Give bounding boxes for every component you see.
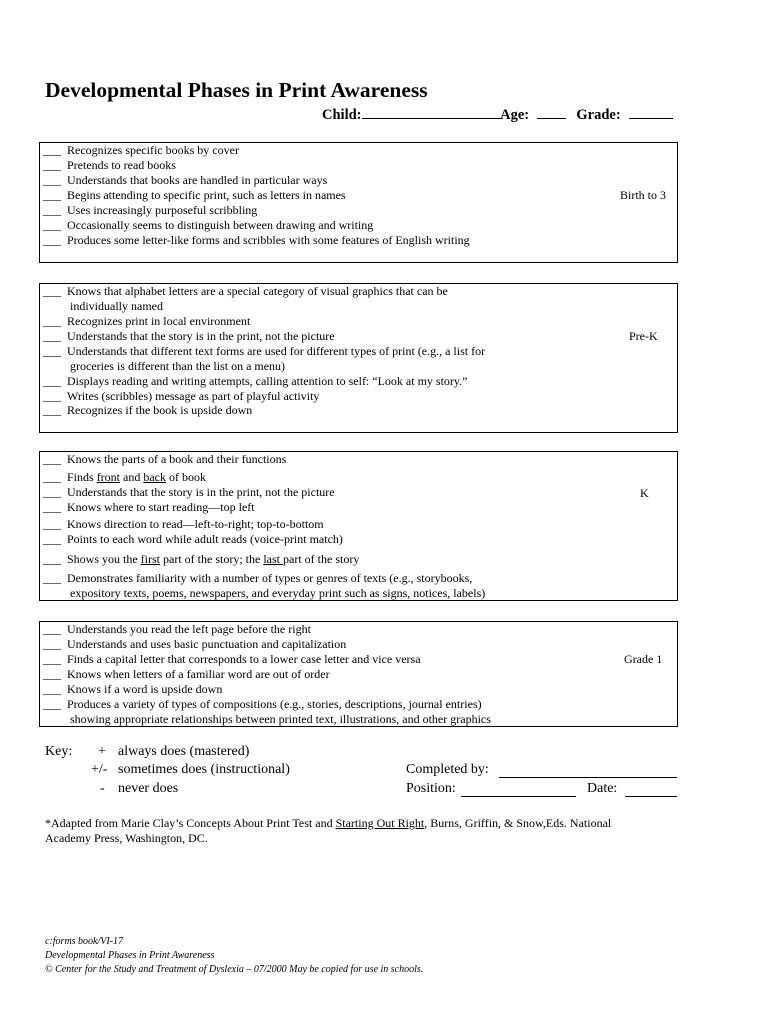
citation-line-2: Academy Press, Washington, DC. [45,831,208,845]
checklist-item-continuation: individually named [70,299,163,313]
completed-by-label: Completed by: [406,762,489,777]
stage-label: K [640,486,649,500]
grade-label: Grade: [576,107,621,123]
footer-file-ref: c:forms book/VI-17 [45,936,124,947]
key-meaning: always does (mastered) [118,744,250,759]
checklist-item-continuation: groceries is different than the list on a menu) [70,359,286,373]
key-label: Key: [45,744,73,759]
grade-field[interactable] [629,104,673,119]
key-meaning: sometimes does (instructional) [118,762,290,777]
key-symbol: + [98,744,106,759]
student-info-line [322,104,673,124]
age-label: Age: [500,107,530,123]
footer-copyright: © Center for the Study and Treatment of Dyslexia – 07/2000 May be copied for use in schools. [45,964,424,975]
child-field[interactable] [362,104,501,119]
age-field[interactable] [537,104,566,119]
stage-label: Birth to 3 [620,188,667,202]
page-title: Developmental Phases in Print Awareness [45,78,428,102]
section-birth-to-3: ___ Recognizes specific books by cover ___ Pretends to read books ___ Understands that books are handled in particular ways ___ Begins attending to specific print, such as letters in names ___ Uses increasingly purposeful scribbling ___ Occasionally seems to distinguish between drawing and writing ___ Produces some letter-like forms and scribbles with some features of English writing Birth to 3 [39,142,678,263]
stage-label: Grade 1 [624,652,663,666]
stage-label: Pre-K [629,329,658,343]
key-meaning: never does [118,781,179,796]
date-label: Date: [587,781,618,796]
date-field[interactable] [625,782,677,797]
checklist-item-continuation: expository texts, poems, newspapers, and everyday print such as signs, notices, labels) [70,586,486,600]
position-label: Position: [406,781,456,796]
checklist-item-continuation: showing appropriate relationships between printed text, illustrations, and other graphics [70,712,491,726]
completed-by-field[interactable] [499,763,677,778]
child-label: Child: [322,107,362,123]
section-pre-k: ___ Knows that alphabet letters are a special category of visual graphics that can be individually named ___ Recognizes print in local environment ___ Understands that the story is in the print, not the picture ___ Understands that different text forms are used for different types of print (e.g., a list for groceries is different than the list on a menu) ___ Displays reading and writing attempts, calling attention to self: “Look at my story.” ___ Writes (scribbles) message as part of playful activity ___ Recognizes if the book is upside down Pre-K [39,283,678,433]
section-grade-1: ___ Understands you read the left page before the right ___ Understands and uses basic punctuation and capitalization ___ Finds a capital letter that corresponds to a lower case letter and vice versa ___ Knows when letters of a familiar word are out of order ___ Knows if a word is upside down ___ Produces a variety of types of compositions (e.g., stories, descriptions, journal entries) showing appropriate relationships between printed text, illustrations, and other graphics Grade 1 [39,621,678,727]
key-symbol: +/- [91,762,108,777]
section-k: ___ Knows the parts of a book and their functions ___ Finds front and back of book ___ Understands that the story is in the print, not the picture ___ Knows where to start reading—top left ___ Knows direction to read—left-to-right; top-to-bottom ___ Points to each word while adult reads (voice-print match) ___ Shows you the first part of the story; the last part of the story ___ Demonstrates familiarity with a number of types or genres of texts (e.g., storybooks, expository texts, poems, newspapers, and everyday print such as signs, notices, labels) K [39,451,678,601]
footer-title: Developmental Phases in Print Awareness [45,950,215,961]
citation: *Adapted from Marie Clay’s Concepts About Print Test and Starting Out Right, Burns, Griffin, & Snow,Eds. National [45,816,612,830]
position-field[interactable] [461,782,576,797]
key-symbol: - [100,781,105,796]
